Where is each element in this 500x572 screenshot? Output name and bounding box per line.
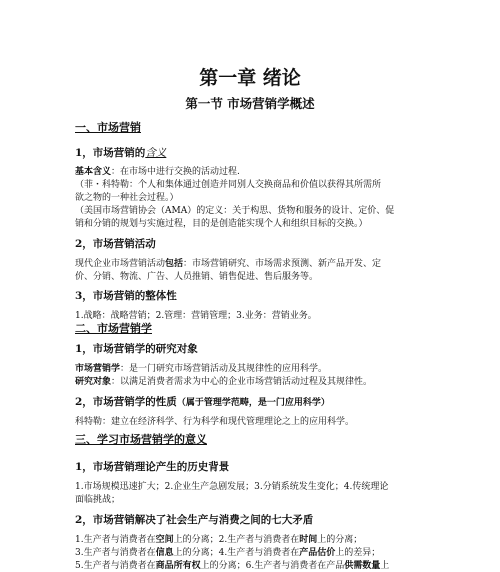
contradiction-3-prefix: 3.生产者与消费者在 (75, 548, 156, 558)
contradiction-1-key: 空间 (155, 535, 174, 545)
subheading-2-2-note: （属于管理学范畴，是一门应用科学） (176, 398, 330, 408)
activities-prefix: 现代企业市场营销活动 (75, 259, 166, 269)
basic-meaning-line (75, 166, 240, 178)
marketing-science-text: ：是一门研究市场营销活动及其规律性的应用科学。 (120, 364, 328, 374)
kotler-definition-line-1: （菲・科特勒：个人和集体通过创造并同别人交换商品和价值以获得其所需所 (75, 180, 382, 190)
subheading-2-2 (75, 396, 330, 409)
contradiction-1-prefix: 1.生产者与消费者在 (75, 535, 156, 545)
contradiction-line-3 (75, 560, 389, 572)
activities-list: ：市场营销研究、市场需求预测、新产品开发、定 (183, 259, 382, 269)
contradiction-3-key: 信息 (155, 548, 174, 558)
subheading-1-1-emphasis: 含义 (145, 147, 167, 159)
contradiction-2-suffix: 上的分离； (317, 535, 363, 545)
subheading-1-3: 3，市场营销的整体性 (75, 290, 177, 302)
research-object-label: 研究对象 (75, 377, 112, 387)
contradiction-4-key: 产品估价 (299, 548, 336, 558)
subheading-3-1: 1，市场营销理论产生的历史背景 (75, 461, 230, 473)
ama-definition-line-1: （美国市场营销协会（AMA）的定义：关于构思、货物和服务的设计、定价、促 (75, 206, 395, 216)
section-3-heading: 三、学习市场营销学的意义 (75, 433, 207, 446)
ama-definition-line-2: 销和分销的规划与实施过程，目的是创造能实现个人和组织目标的交换。） (75, 219, 368, 229)
section-2-heading: 二、市场营销学 (75, 322, 152, 335)
section-1-heading: 一、市场营销 (75, 121, 141, 134)
subheading-2-2-label: 2，市场营销学的性质 (75, 396, 177, 408)
contradiction-line-1 (75, 534, 362, 546)
contradiction-4-suffix: 上的差异； (335, 548, 381, 558)
activities-line-2: 价、分销、物流、广告、人员推销、销售促进、售后服务等。 (75, 272, 319, 282)
background-line-1: 1.市场规模迅速扩大；2.企业生产急剧发展；3.分销系统发生变化；4.传统理论 (75, 482, 389, 492)
activities-line-1 (75, 258, 381, 270)
contradiction-6-key: 供需数量 (344, 561, 381, 571)
research-object-text: ：以满足消费者需求为中心的企业市场营销活动过程及其规律性。 (111, 377, 373, 387)
activities-includes: 包括 (165, 259, 184, 269)
marketing-science-definition (75, 363, 327, 375)
marketing-science-label: 市场营销学 (75, 364, 121, 374)
contradiction-2-key: 时间 (299, 535, 318, 545)
chapter-title: 第一章 绪论 (199, 67, 301, 89)
subheading-2-1: 1，市场营销学的研究对象 (75, 343, 198, 355)
contradiction-4-prefix: 上的分离；4.生产者与消费者在 (173, 548, 300, 558)
subheading-1-1-label: 1，市场营销的 (75, 147, 146, 159)
subheading-1-1 (75, 147, 166, 159)
kotler-science-line: 科特勒：建立在经济科学、行为科学和现代管理理论之上的应用科学。 (75, 417, 355, 427)
kotler-definition-line-2: 欲之物的一种社会过程。） (75, 193, 179, 203)
integrity-line: 1.战略：战略营销；2.管理：营销管理；3.业务：营销业务。 (75, 311, 317, 321)
basic-meaning-text: ：在市场中进行交换的活动过程. (111, 167, 240, 177)
contradiction-5-prefix: 5.生产者与消费者在 (75, 561, 156, 571)
contradiction-6-prefix: 上的分离；6.生产者与消费者在产品 (200, 561, 345, 571)
contradiction-6-suffix: 上 (380, 561, 390, 571)
contradiction-line-2 (75, 547, 380, 559)
background-line-2: 面临挑战； (75, 495, 121, 505)
section-title: 第一节 市场营销学概述 (185, 96, 315, 111)
subheading-3-2: 2，市场营销解决了社会生产与消费之间的七大矛盾 (75, 514, 314, 526)
contradiction-5-key: 商品所有权 (155, 561, 201, 571)
research-object-line (75, 376, 372, 388)
basic-meaning-label: 基本含义 (75, 167, 112, 177)
contradiction-2-prefix: 上的分离；2.生产者与消费者在 (173, 535, 300, 545)
subheading-1-2: 2，市场营销活动 (75, 238, 156, 250)
